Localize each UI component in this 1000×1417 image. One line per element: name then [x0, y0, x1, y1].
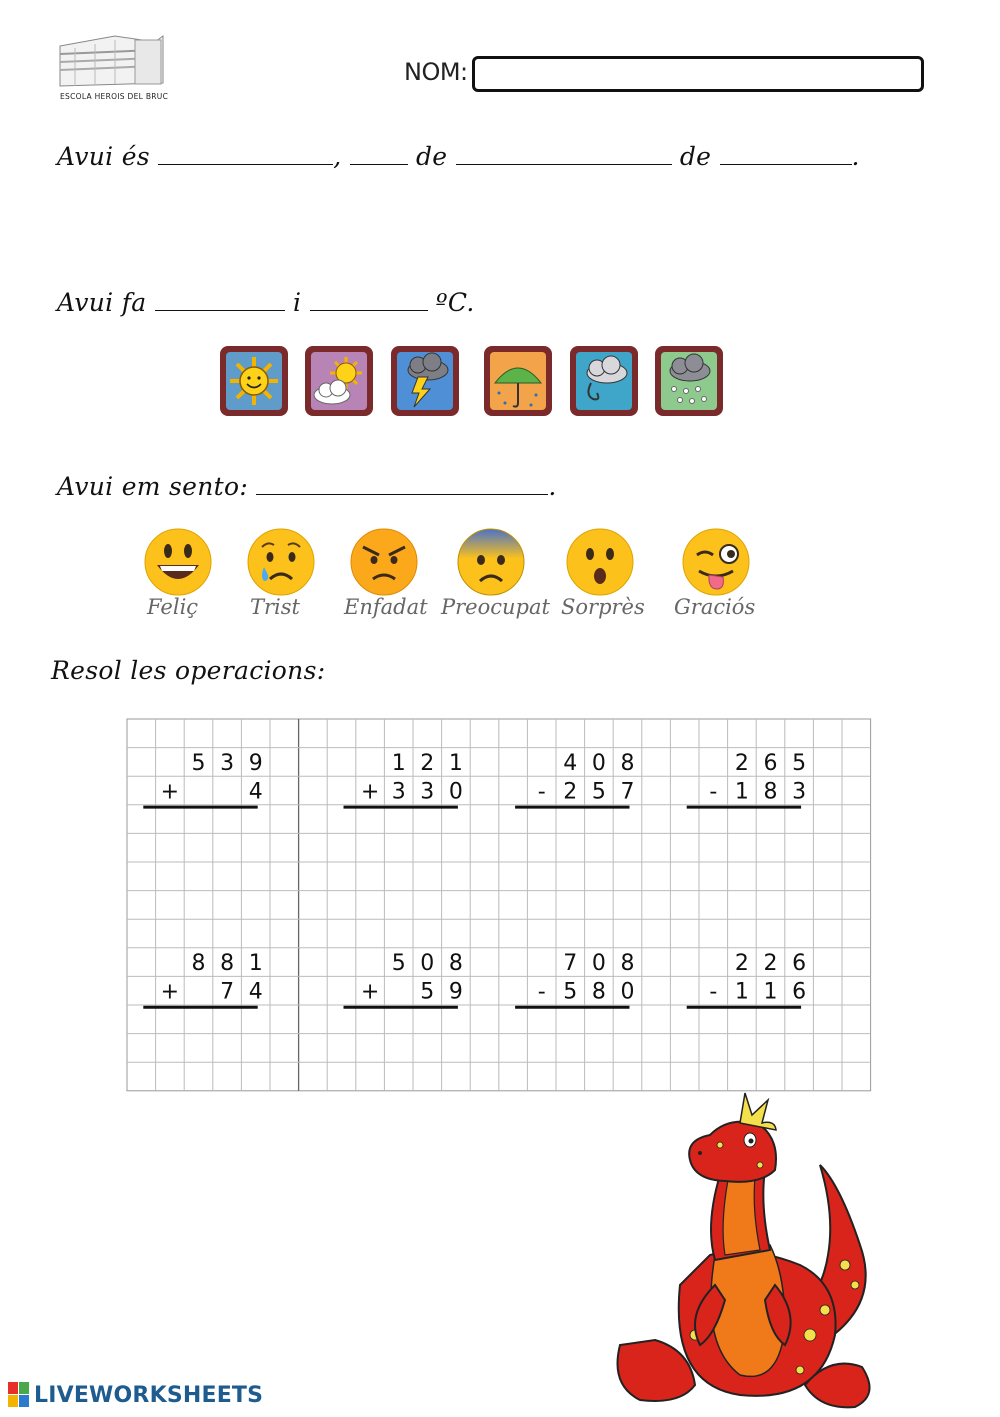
- operation-digit: 5: [563, 979, 578, 1005]
- operation-digit: 5: [391, 951, 406, 977]
- operation-digit: 5: [191, 750, 206, 776]
- liveworksheets-icon: [8, 1382, 30, 1408]
- operation-sign: -: [537, 779, 546, 805]
- name-label: NOM:: [404, 58, 468, 86]
- operation-digit: 6: [792, 951, 807, 977]
- operation-digit: 8: [620, 750, 635, 776]
- school-name: ESCOLA HEROIS DEL BRUC: [60, 92, 169, 101]
- operation-digit: 2: [734, 951, 749, 977]
- emotion-label: Enfadat: [344, 595, 428, 619]
- operation-digit: 3: [420, 779, 435, 805]
- operation-sign: -: [709, 979, 718, 1005]
- emotion-label: Preocupat: [441, 595, 550, 619]
- operation-digit: 0: [448, 779, 463, 805]
- operation-sign: +: [360, 979, 380, 1005]
- operation-digit: 1: [248, 951, 263, 977]
- operation-digit: 5: [420, 979, 435, 1005]
- operation-digit: 8: [763, 779, 778, 805]
- operation-digit: 0: [620, 979, 635, 1005]
- operation-digit: 9: [448, 979, 463, 1005]
- feeling-line: Avui em sento: .: [57, 472, 557, 501]
- operation-digit: 1: [763, 979, 778, 1005]
- operation-digit: 3: [220, 750, 235, 776]
- operation-digit: 5: [591, 779, 606, 805]
- operation-digit: 8: [220, 951, 235, 977]
- operation-digit: 1: [734, 979, 749, 1005]
- operation-sign: -: [709, 779, 718, 805]
- operation-digit: 2: [734, 750, 749, 776]
- operation-digit: 8: [591, 979, 606, 1005]
- operation-digit: 4: [563, 750, 578, 776]
- operation-digit: 1: [734, 779, 749, 805]
- operation-digit: 5: [792, 750, 807, 776]
- operation-digit: 0: [420, 951, 435, 977]
- date-line: Avui és , de de .: [57, 142, 860, 171]
- operation-digit: 2: [420, 750, 435, 776]
- operation-digit: 7: [220, 979, 235, 1005]
- operation-digit: 8: [191, 951, 206, 977]
- brand-name: LIVEWORKSHEETS: [34, 1382, 264, 1408]
- date-prefix: Avui és: [57, 142, 150, 171]
- operation-digit: 2: [563, 779, 578, 805]
- operation-digit: 1: [391, 750, 406, 776]
- operation-sign: +: [360, 779, 380, 805]
- operation-sign: +: [160, 779, 180, 805]
- emotion-label: Trist: [250, 595, 300, 619]
- operation-digit: 8: [448, 951, 463, 977]
- operation-digit: 6: [763, 750, 778, 776]
- weather-prefix: Avui fa: [57, 288, 147, 317]
- operation-digit: 3: [792, 779, 807, 805]
- dragon-illustration: [600, 1085, 890, 1413]
- operation-digit: 0: [591, 750, 606, 776]
- feeling-prefix: Avui em sento:: [57, 472, 249, 501]
- operation-digit: 2: [763, 951, 778, 977]
- operation-digit: 3: [391, 779, 406, 805]
- operation-digit: 6: [792, 979, 807, 1005]
- operation-digit: 8: [620, 951, 635, 977]
- operation-sign: +: [160, 979, 180, 1005]
- emotion-label: Feliç: [147, 595, 199, 619]
- operation-digit: 4: [248, 979, 263, 1005]
- liveworksheets-logo: [8, 1381, 263, 1409]
- operation-digit: 1: [448, 750, 463, 776]
- operation-digit: 0: [591, 951, 606, 977]
- operations-title: Resol les operacions:: [51, 656, 326, 685]
- emotion-label: Sorprès: [561, 595, 645, 619]
- operation-digit: 9: [248, 750, 263, 776]
- emotion-label: Graciós: [674, 595, 756, 619]
- operation-digit: 7: [620, 779, 635, 805]
- weather-line: Avui fa i ºC.: [57, 288, 475, 317]
- operation-sign: -: [537, 979, 546, 1005]
- operation-digit: 4: [248, 779, 263, 805]
- operation-digit: 7: [563, 951, 578, 977]
